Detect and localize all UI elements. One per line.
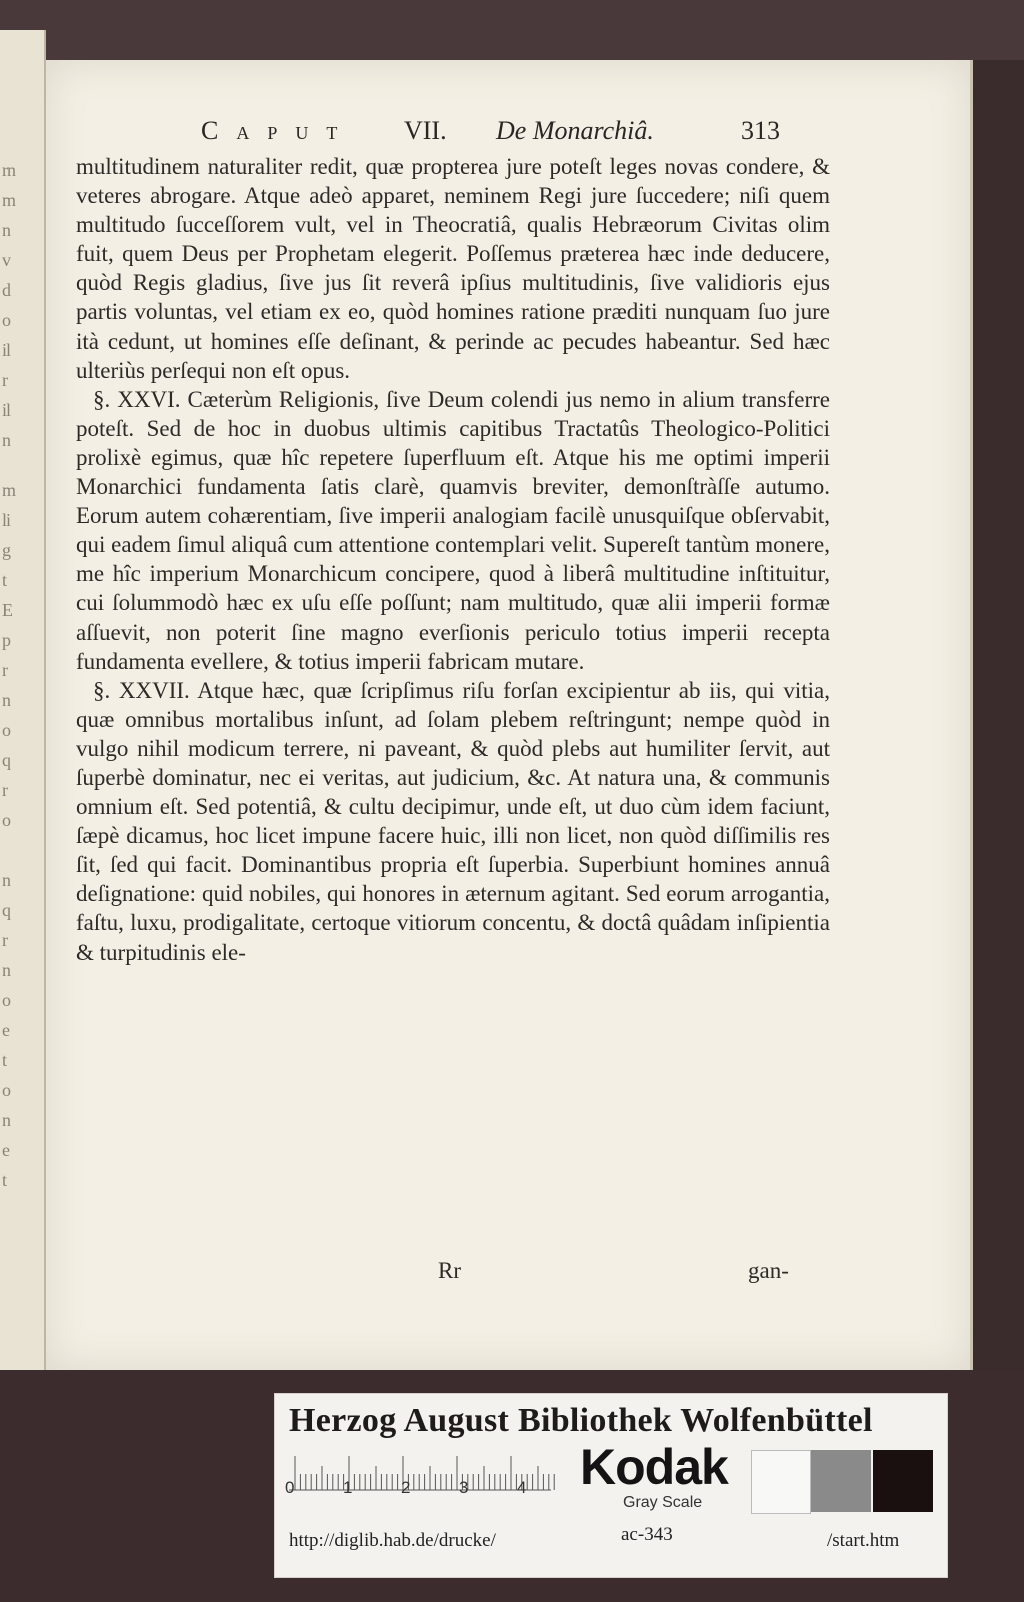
running-head-title: De Monarchiâ. <box>496 116 654 145</box>
edge-text-fragment: o <box>2 990 10 1010</box>
digital-library-url: http://diglib.hab.de/drucke/ <box>289 1530 496 1551</box>
running-head <box>46 116 970 156</box>
gray-patch-black <box>873 1450 933 1512</box>
catchword: gan- <box>748 1258 789 1283</box>
edge-text-fragment: o <box>2 720 10 740</box>
edge-text-fragment: r <box>2 780 7 800</box>
edge-text-fragment: o <box>2 810 10 830</box>
paragraph-section-27: §. XXVII. Atque hæc, quæ ſcripſimus riſu forſan excipientur ab iis, qui vitia, quæ omnibus mortalibus inſunt, ad ſolam plebem reſtringunt; nempe quòd in vulgo nihil modicum terrere, ni paveant, & quòd plebs aut humiliter ſervit, aut ſuperbè dominatur, nec ei veritas, aut judicium, &c. At natura una, & communis omnium eſt. Sed potentiâ, & cultu decipimur, unde eſt, ut duo cùm idem faciunt, ſæpè dicamus, hoc licet impune facere huic, illi non licet, non quòd diſſimilis res ſit, ſed qui facit. Dominantibus propria eſt ſuperbia. Superbiunt homines annuâ deſignatione: quid nobiles, qui honores in æternum agitant. Sed eorum arrogantia, faſtu, luxu, prodigalitate, certoque vitiorum concentu, & doctâ quâdam inſipientia & turpitudinis ele- <box>76 677 830 965</box>
ruler-number: 2 <box>401 1478 411 1497</box>
edge-text-fragment: r <box>2 660 7 680</box>
start-page-url: /start.htm <box>827 1530 900 1551</box>
edge-text-fragment: n <box>2 960 10 980</box>
running-head-caput: Caput <box>201 116 356 145</box>
paragraph-continuation: multitudinem naturaliter redit, quæ propterea jure poteſt leges novas condere, & veteres abrogare. Atque adeò apparet, neminem Regi jure ſuccedere; niſi quem multitudo ſucceſſorem vult, vel in Theocratiâ, qualis Hebræorum Civitas olim fuit, quem Deus per Prophetam elegerit. Poſſemus præterea hæc inde deducere, quòd Regis gladius, ſive jus ſit reverâ ipſius multitudinis, ſive validioris ejus partis voluntas, vel etiam ex eo, quòd homines ratione præditi nunquam ſuo jure ità cedunt, ut homines eſſe deſinant, & perinde ac pecudes habeantur. Sed hæc ulteriùs perſequi non eſt opus. <box>76 154 830 383</box>
edge-text-fragment: n <box>2 1110 10 1130</box>
edge-text-fragment: e <box>2 1140 9 1160</box>
edge-text-fragment: n <box>2 220 10 240</box>
running-head-chapter: VII. <box>404 116 447 145</box>
library-name: Herzog August Bibliothek Wolfenbüttel <box>289 1402 873 1439</box>
edge-text-fragment: m <box>2 190 16 210</box>
edge-text-fragment: n <box>2 690 10 710</box>
edge-text-fragment: E <box>2 600 12 620</box>
edge-text-fragment: il <box>2 340 11 360</box>
edge-text-fragment: q <box>2 900 10 920</box>
ruler-number: 4 <box>517 1478 527 1497</box>
edge-text-fragment: d <box>2 280 10 300</box>
ruler-number: 0 <box>285 1478 295 1497</box>
edge-text-fragment: il <box>2 400 11 420</box>
edge-text-fragment: n <box>2 430 10 450</box>
page-footer <box>46 1258 970 1288</box>
edge-text-fragment: e <box>2 1020 9 1040</box>
edge-text-fragment: q <box>2 750 10 770</box>
edge-text-fragment: o <box>2 310 10 330</box>
edge-text-fragment: n <box>2 870 10 890</box>
book-page <box>46 60 973 1370</box>
edge-text-fragment: r <box>2 930 7 950</box>
edge-text-fragment: g <box>2 540 10 560</box>
gray-patch-white <box>751 1450 811 1514</box>
ruler-number: 3 <box>459 1478 469 1497</box>
edge-text-fragment: o <box>2 1080 10 1100</box>
signature-mark: Rr <box>438 1258 461 1283</box>
paragraph-section-26: §. XXVI. Cæterùm Religionis, ſive Deum colendi jus nemo in alium transferre poteſt. Sed de hoc in duobus ultimis capitibus Tractatûs Theologico-Politici prolixè egimus, quæ hîc repetere ſuperfluum eſt. Atque his me optimi imperii Monarchici fundamenta ſatis clarè, quamvis breviter, demonſtràſſe autumo. Eorum autem cohærentiam, ſive imperii analogiam facilè unusquiſque obſervabit, qui eadem ſimul aliquâ cum attentione contemplari velit. Supereſt tantùm monere, me hîc imperium Monarchicum concipere, quod à liberâ multitudine inſtituitur, cui ſolummodò hæc ex uſu eſſe poſſunt; nam multitudo, quæ alii imperii formæ aſſuevit, non poterit ſine magno everſionis periculo totius imperii recepta fundamenta evellere, & totius imperii fabricam mutare. <box>76 386 830 674</box>
ruler-number: 1 <box>343 1478 353 1497</box>
edge-text-fragment: li <box>2 510 11 530</box>
kodak-logo: Kodak <box>580 1439 728 1495</box>
edge-text-fragment: v <box>2 250 10 270</box>
gray-patch-mid <box>811 1450 871 1512</box>
edge-text-fragment: t <box>2 1170 7 1190</box>
body-text <box>76 152 830 967</box>
edge-text-fragment: m <box>2 480 16 500</box>
edge-text-fragment: t <box>2 570 7 590</box>
edge-text-fragment: rn <box>2 160 15 180</box>
color-target-card <box>274 1393 948 1578</box>
page-number: 313 <box>741 116 780 145</box>
scan-background-top <box>0 0 1024 60</box>
shelfmark: ac-343 <box>621 1524 673 1545</box>
edge-text-fragment: p <box>2 630 10 650</box>
gray-scale-label: Gray Scale <box>623 1494 703 1511</box>
edge-text-fragment: r <box>2 370 7 390</box>
edge-text-fragment: t <box>2 1050 7 1070</box>
adjacent-page-edge <box>0 30 46 1370</box>
